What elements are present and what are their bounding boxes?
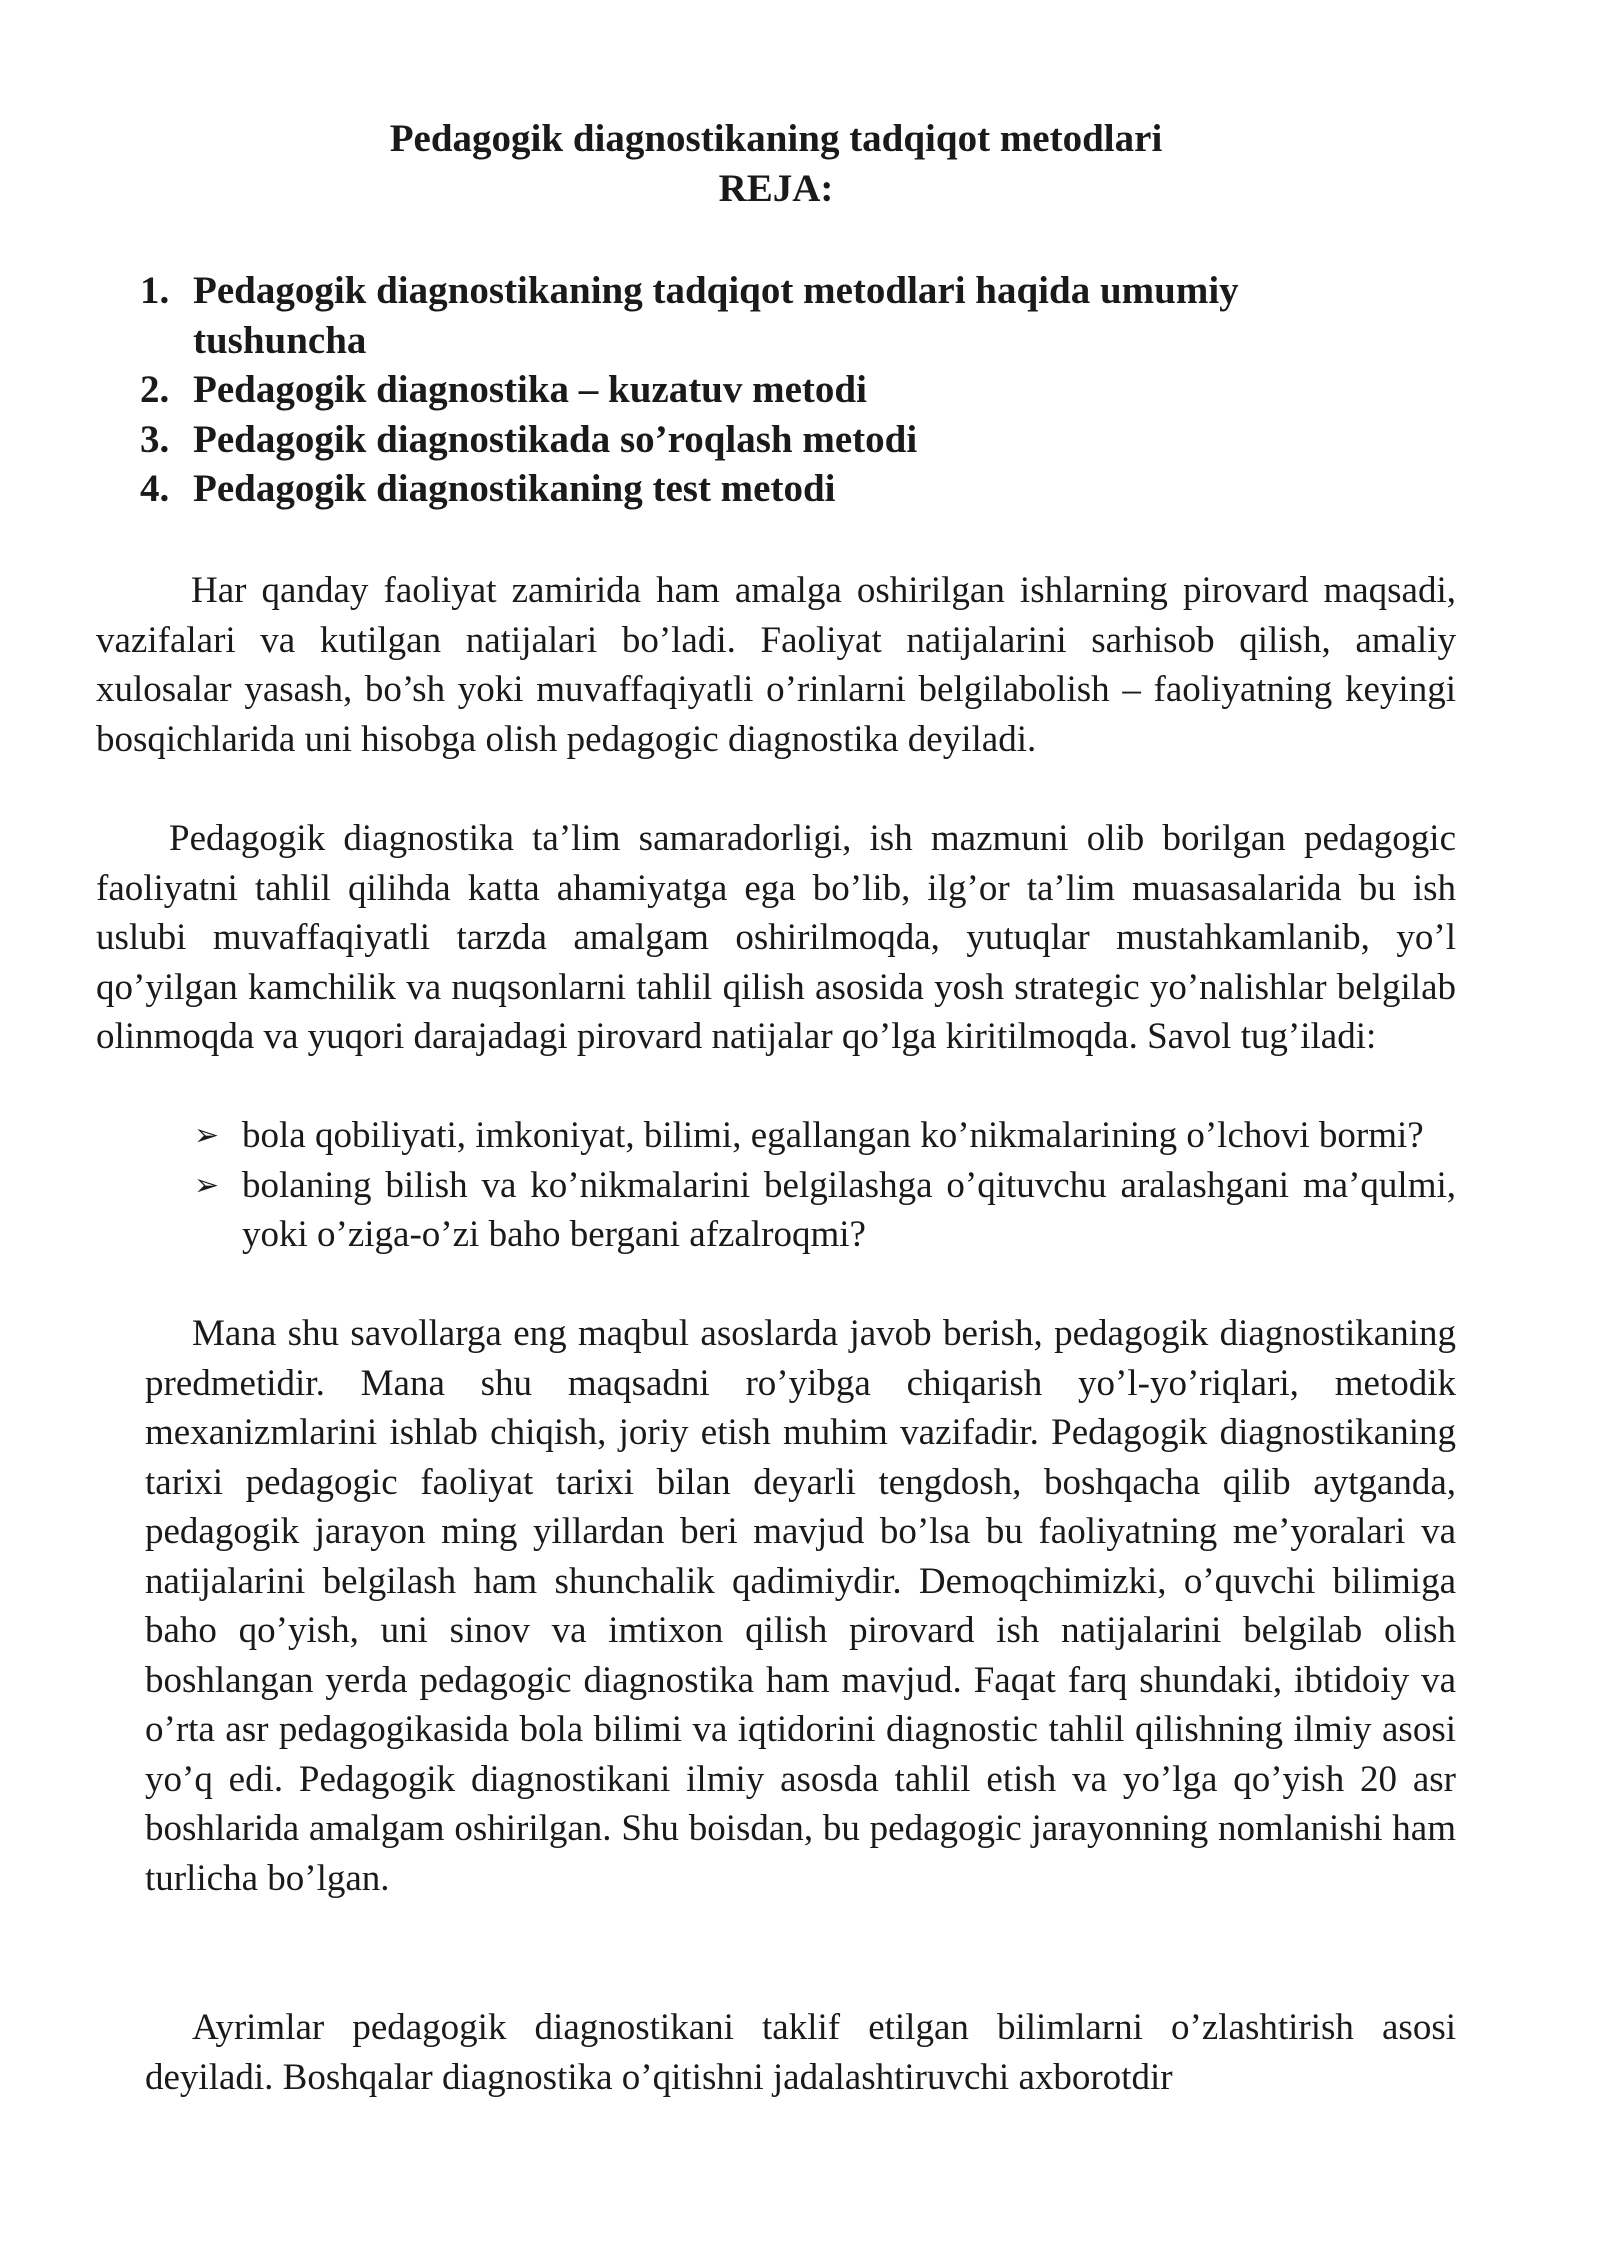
plan-item-number: 3. — [140, 417, 170, 461]
plan-item-number: 2. — [140, 368, 170, 411]
arrow-bullet-icon: ➢ — [194, 1167, 220, 1203]
plan-item — [140, 415, 1370, 465]
arrow-bullet-icon: ➢ — [194, 1118, 220, 1153]
plan-list — [140, 266, 1370, 514]
plan-item — [140, 365, 1370, 415]
plan-item-number: 4. — [140, 467, 170, 510]
plan-item-text: Pedagogik diagnostikada so’roqlash metodi — [193, 417, 918, 461]
plan-heading: REJA: — [718, 167, 834, 210]
question-item — [194, 1111, 1456, 1161]
plan-item — [140, 464, 1370, 514]
question-list — [194, 1111, 1456, 1260]
paragraph-history: Mana shu savollarga eng maqbul asoslarda javob berish, pedagogik diagnostikaning predmetidir. Mana shu maqsadni ro’yibga chiqarish yo’l-yo’riqlari, metodik mexanizmlarini ishlab chiqish, joriy etish muhim vazifadir. Pedagogik diagnostikaning tarixi pedagogic faoliyat tarixi bilan deyarli tengdosh, boshqacha qilib aytganda, pedagogik jarayon ming yillardan beri mavjud bo’lsa bu faoliyatning me’yoralari va natijalarini belgilash ham shunchalik qadimiydir. Demoqchimizki, o’quvchi bilimiga baho qo’yish, uni sinov va imtixon qilish pirovard ish natijalarini belgilab olish boshlangan yerda pedagogic diagnostika ham mavjud. Faqat farq shundaki, ibtidoiy va o’rta asr pedagogikasida bola bilimi va iqtidorini diagnostic tahlil qilishning ilmiy asosi yo’q edi. Pedagogik diagnostikani ilmiy asosda tahlil etish va yo’lga qo’yish 20 asr boshlarida amalgam oshirilgan. Shu boisdan, bu pedagogic jarayonning nomlanishi ham turlicha bo’lgan. — [145, 1313, 1456, 1899]
paragraph-definitions: Ayrimlar pedagogik diagnostikani taklif etilgan bilimlarni o’zlashtirish asosi deyiladi. Boshqalar diagnostika o’qitishni jadalashtiruvchi axborotdir — [145, 2007, 1456, 2098]
plan-item-text: Pedagogik diagnostikaning tadqiqot metodlari haqida umumiy tushuncha — [193, 269, 1239, 362]
plan-item — [140, 266, 1370, 365]
plan-item-number: 1. — [140, 269, 170, 312]
question-item — [194, 1161, 1456, 1260]
paragraph-intro: Har qanday faoliyat zamirida ham amalga oshirilgan ishlarning pirovard maqsadi, vazifalari va kutilgan natijalari bo’ladi. Faoliyat natijalarini sarhisob qilish, amaliy xulosalar yasash, bo’sh yoki muvaffaqiyatli o’rinlarni belgilabolish – faoliyatning keyingi bosqichlarida uni hisobga olish pedagogic diagnostika deyiladi. — [96, 570, 1456, 760]
question-text: bola qobiliyati, imkoniyat, bilimi, egallangan ko’nikmalarining o’lchovi bormi? — [242, 1115, 1424, 1156]
plan-item-text: Pedagogik diagnostika – kuzatuv metodi — [193, 368, 867, 411]
plan-item-text: Pedagogik diagnostikaning test metodi — [193, 467, 836, 510]
document-title: Pedagogik diagnostikaning tadqiqot metodlari — [389, 117, 1163, 160]
paragraph-importance: Pedagogik diagnostika ta’lim samaradorligi, ish mazmuni olib borilgan pedagogic faoliyatni tahlil qilihda katta ahamiyatga ega bo’lib, ilg’or ta’lim muasasalarida bu ish uslubi muvaffaqiyatli tarzda amalgam oshirilmoqda, yutuqlar mustahkamlanib, yo’l qo’yilgan kamchilik va nuqsonlarni tahlil qilish asosida yosh strategic yo’nalishlar belgilab olinmoqda va yuqori darajadagi pirovard natijalar qo’lga kiritilmoqda. Savol tug’iladi: — [96, 818, 1456, 1057]
question-text: bolaning bilish va ko’nikmalarini belgilashga o’qituvchu aralashgani ma’qulmi, yoki o’ziga-o’zi baho bergani afzalroqmi? — [242, 1164, 1456, 1255]
